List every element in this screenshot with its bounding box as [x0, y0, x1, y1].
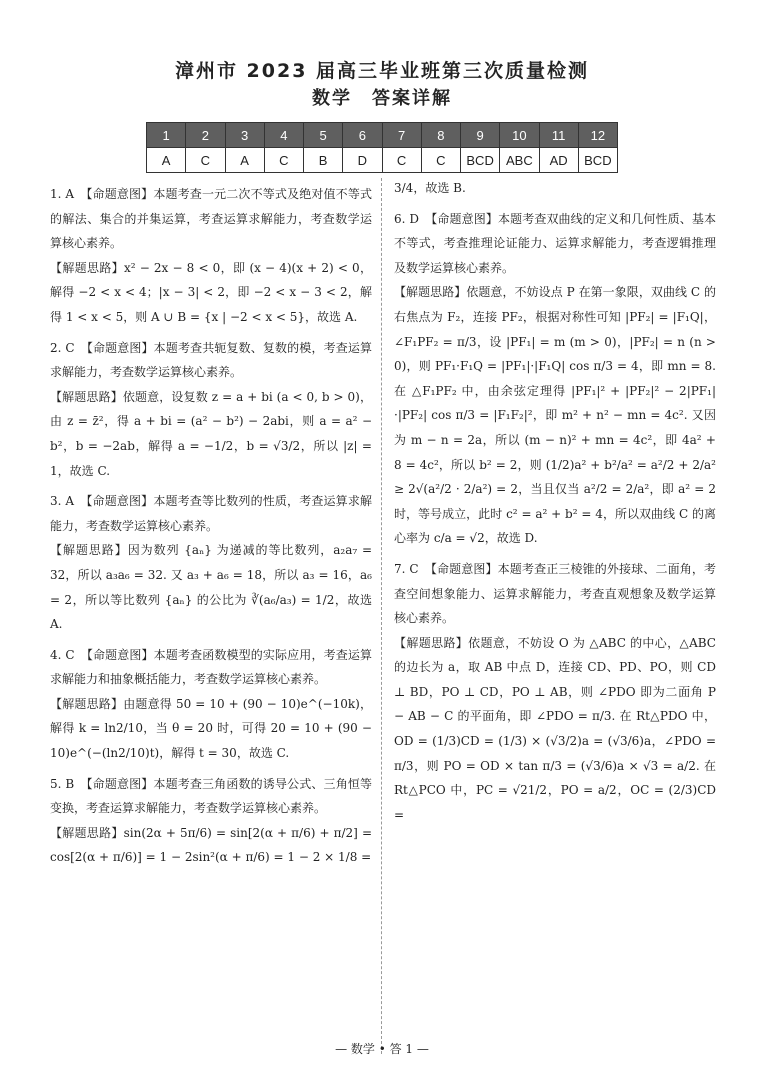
page-title: 漳州市 2023 届高三毕业班第三次质量检测 [174, 60, 590, 82]
question-number: 3 [225, 123, 264, 148]
question-4-intent: 4. C 【命题意图】本题考查函数模型的实际应用，考查运算求解能力和抽象概括能力，考查数学运算核心素养。 [50, 647, 372, 687]
answer-table-answer-row [147, 148, 618, 173]
question-7-intent: 7. C 【命题意图】本题考查正三棱锥的外接球、二面角，考查空间想象能力、运算求解能力，考查直观想象及数学运算核心素养。 [394, 561, 716, 626]
question-6-solution: 【解题思路】依题意，不妨设点 P 在第一象限，双曲线 C 的右焦点为 F₂，连接 PF₂，根据对称性可知 |PF₂| = |F₁Q|，∠F₁PF₂ = π/3，设 |PF₁| = m (m > 0)，|PF₂| = n (n > 0)，则 PF₁·F₁Q = |PF₁|·|F₁Q| cos π/3 = 4，即 mn = 8. 在 △F₁PF₂ 中，由余弦定理得 |PF₁|² + |PF₂|² − 2|PF₁|·|PF₂| cos π/3 = |F₁F₂|²，即 m² + n² − mn = 4c². 又因为 m − n = 2a，所以 (m − n)² + mn = 4c²，即 4a² + 8 = 4c²，所以 b² = 2，则 (1/2)a² + b²/a² = a²/2 + 2/a² ≥ 2√(a²/2 · 2/a²) = 2，当且仅当 a²/2 = 2/a²，即 a² = 2 时，等号成立，此时 c² = a² + b² = 4，所以双曲线 C 的离心率为 c/a = √2，故选 D. [394, 285, 716, 546]
answer-table [146, 122, 618, 173]
question-number: 2 [186, 123, 225, 148]
answer-cell: D [343, 148, 382, 173]
question-3-intent: 3. A 【命题意图】本题考查等比数列的性质，考查运算求解能力，考查数学运算核心素养。 [50, 494, 372, 533]
answer-cell: AD [539, 148, 578, 173]
question-number: 4 [264, 123, 303, 148]
question-5-solution: 【解题思路】sin(2α + 5π/6) = sin[2(α + π/6) + π/2] = cos[2(α + π/6)] = 1 − 2sin²(α + π/6) = 1 − 2 × 1/8 = [50, 825, 372, 865]
question-number: 1 [147, 123, 186, 148]
question-6-intent: 6. D 【命题意图】本题考查双曲线的定义和几何性质、基本不等式，考查推理论证能力、运算求解能力，考查逻辑推理及数学运算核心素养。 [394, 211, 716, 275]
question-number: 8 [421, 123, 460, 148]
answer-cell: B [304, 148, 343, 173]
right-column [394, 176, 716, 827]
question-3-solution: 【解题思路】因为数列 {aₙ} 为递减的等比数列，a₂a₇ = 32，所以 a₃a₆ = 32. 又 a₃ + a₆ = 18，所以 a₃ = 16，a₆ = 2，所以等比数列 {aₙ} 的公比为 ∛(a₆/a₃) = 1/2，故选 A. [50, 543, 372, 632]
question-1-solution: 【解题思路】x² − 2x − 8 < 0，即 (x − 4)(x + 2) < 0，解得 −2 < x < 4；|x − 3| < 2，即 −2 < x − 3 < 2，解得 1 < x < 5，则 A ∪ B = {x | −2 < x < 5}，故选 A. [50, 260, 372, 324]
answer-cell: A [225, 148, 264, 173]
column-divider [381, 178, 382, 1054]
answer-cell: A [147, 148, 186, 173]
answer-cell: BCD [578, 148, 617, 173]
page-footer: — 数学 • 答 1 — [335, 1042, 429, 1056]
answer-cell: C [382, 148, 421, 173]
question-number: 5 [304, 123, 343, 148]
question-2-intent: 2. C 【命题意图】本题考查共轭复数、复数的模，考查运算求解能力，考查数学运算核心素养。 [50, 340, 372, 380]
question-5-solution-continued: 3/4，故选 B. [394, 181, 466, 195]
answer-cell: ABC [500, 148, 539, 173]
question-5-intent: 5. B 【命题意图】本题考查三角函数的诱导公式、三角恒等变换，考查运算求解能力，考查数学运算核心素养。 [50, 776, 372, 816]
question-number: 7 [382, 123, 421, 148]
question-number: 9 [461, 123, 500, 148]
question-number: 10 [500, 123, 539, 148]
question-number: 6 [343, 123, 382, 148]
question-2-solution: 【解题思路】依题意，设复数 z = a + bi (a < 0, b > 0)，由 z = z̄²，得 a + bi = (a² − b²) − 2abi，则 a = a² − b²，b = −2ab，解得 a = −1/2，b = √3/2，所以 |z| = 1，故选 C. [50, 389, 372, 478]
question-7-solution: 【解题思路】依题意，不妨设 O 为 △ABC 的中心，△ABC 的边长为 a，取 AB 中点 D，连接 CD、PD、PO，则 CD ⊥ BD，PO ⊥ CD，PO ⊥ AB，则 ∠PDO 即为二面角 P − AB − C 的平面角，即 ∠PDO = π/3. 在 Rt△PDO 中，OD = (1/3)CD = (1/3) × (√3/2)a = (√3/6)a，∠PDO = π/3，则 PO = OD × tan π/3 = (√3/6)a × √3 = a/2. 在 Rt△PCO 中，PC = √21/2，PO = a/2，OC = (2/3)CD = [394, 635, 716, 822]
left-column [50, 176, 372, 870]
question-number: 12 [578, 123, 617, 148]
question-number: 11 [539, 123, 578, 148]
question-1-intent: 1. A 【命题意图】本题考查一元二次不等式及绝对值不等式的解法、集合的并集运算，考查运算求解能力，考查数学运算核心素养。 [50, 187, 372, 251]
answer-cell: C [186, 148, 225, 173]
answer-cell: C [421, 148, 460, 173]
answer-table-header-row [147, 123, 618, 148]
answer-cell: C [264, 148, 303, 173]
page-subtitle: 数学 答案详解 [312, 88, 452, 109]
answer-cell: BCD [461, 148, 500, 173]
question-4-solution: 【解题思路】由题意得 50 = 10 + (90 − 10)e^(−10k)，解得 k = ln2/10，当 θ = 20 时，可得 20 = 10 + (90 − 10)e^(−(ln2/10)t)，解得 t = 30，故选 C. [50, 696, 372, 761]
